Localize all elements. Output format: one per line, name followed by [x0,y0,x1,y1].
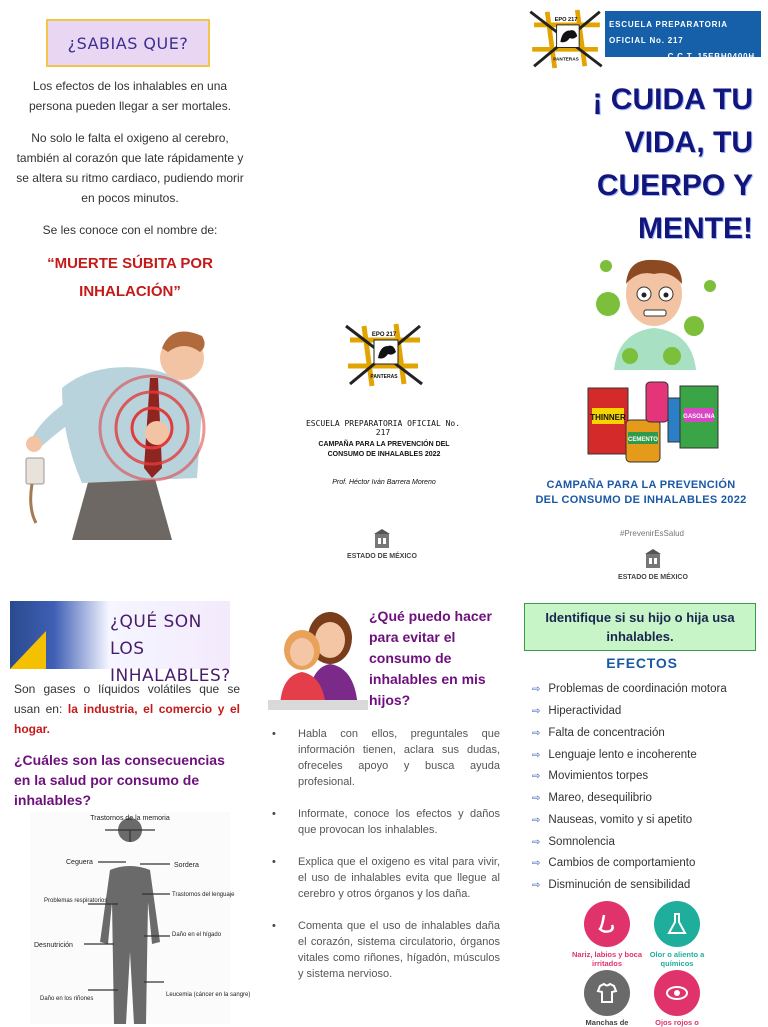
cover-estado-label: ESTADO DE MÉXICO [347,553,417,560]
label-respiratorios: Problemas respiratorios [44,898,108,904]
arrow-right-icon: ⇨ [532,706,541,717]
arrow-right-icon: ⇨ [532,793,541,804]
body-effects-diagram [30,812,251,1024]
banner-decoration-shape [10,601,100,669]
list-item: • Comenta que el uso de inhalables daña el corazón, sistema circulatorio, órganos vitales como riñones, hígadón, músculos y sistema nervioso. [272,920,500,980]
list-item: • Explica que el oxigeno es vital para vivir, el uso de inhalables evita que llegue al cerebro y otros órganos y los daña. [272,856,500,900]
que-son-title: ¿QUÉ SON LOS INHALABLES? [110,612,231,686]
estado-mexico-emblem-icon-right [643,548,663,570]
escuela-banner [605,11,761,61]
logo-epo-text-middle: EPO 217 [371,332,397,338]
mother-daughter-illustration [268,602,368,710]
list-item: ⇨ Problemas de coordinación motora [532,683,727,695]
list-item: • Informate, conoce los efectos y daños que provocan los inhalables. [272,808,500,836]
arrow-right-icon: ⇨ [532,750,541,761]
logo-panteras-text-top: PANTERAS [553,56,579,62]
red-eye-icon [654,970,700,1016]
list-item: ⇨ Cambios de comportamiento [532,857,696,869]
estado-mexico-emblem-icon [372,528,392,550]
arrow-right-icon: ⇨ [532,728,541,739]
efectos-heading: EFECTOS [606,655,678,671]
arrow-right-icon: ⇨ [532,837,541,848]
padres-question: ¿Qué puedo hacer para evitar el consumo de inhalables en mis hijos? [369,608,492,708]
effect-caption-ojos: Ojos rojos o [655,1018,699,1027]
list-item: ⇨ Mareo, desequilibrio [532,792,652,804]
sabias-que-title: ¿SABIAS QUE? [46,19,210,67]
school-logo-top [528,8,604,70]
definition-text: Son gases o líquidos volátiles que se usan en: [14,682,240,716]
cover-campana: CAMPAÑA PARA LA PREVENCIÓN DEL CONSUMO DE INHALABLES 2022 [318,441,450,458]
effect-caption-olor: Olor o aliento a químicos [649,950,705,968]
sabias-paragraph-3: Se les conoce con el nombre de: [42,223,218,237]
list-item: ⇨ Hiperactividad [532,705,622,717]
identifique-callout: Identifique si su hijo o hija usa inhalables. [524,603,756,651]
label-memoria: Trastornos de la memoria [90,815,170,822]
cover-main-title: ¡ CUIDA TU VIDA, TU CUERPO Y MENTE! [592,83,753,245]
school-logo-middle [344,322,424,388]
can-cemento-label: CEMENTO [628,437,658,443]
label-sordera: Sordera [174,862,199,869]
effect-caption-manchas: Manchas de [585,1018,629,1027]
padres-tips-list [272,726,500,998]
label-higado: Daño en el hígado [172,932,222,938]
arrow-right-icon: ⇨ [532,858,541,869]
arrow-right-icon: ⇨ [532,771,541,782]
list-item: ⇨ Falta de concentración [532,727,665,739]
sabias-paragraph-2: No solo le falta el oxigeno al cerebro, también al corazón que late rápidamente y se altera su ritmo cardiaco, pudiendo morir en pocos minutos. [16,131,244,205]
que-son-definition [14,679,240,739]
escuela-banner-cct: C.C.T. 15EBH0400H [667,52,755,61]
list-item: ⇨ Movimientos torpes [532,770,649,782]
solvent-cans-illustration [584,374,724,468]
nose-icon [584,901,630,947]
list-item: ⇨ Somnolencia [532,836,615,848]
label-ceguera: Ceguera [66,859,93,866]
label-leucemia: Leucemia (cáncer en la sangre) [166,992,251,998]
arrow-right-icon: ⇨ [532,880,541,891]
list-item: ⇨ Nauseas, vomito y si apetito [532,814,693,826]
logo-epo-text-top: EPO 217 [554,17,578,24]
escuela-banner-line1: ESCUELA PREPARATORIA OFICIAL No. 217 [609,20,728,45]
arrow-right-icon: ⇨ [532,684,541,695]
label-rinones: Daño en los riñones [40,996,94,1002]
cover-campaign-title: CAMPAÑA PARA LA PREVENCIÓN DEL CONSUMO DE INHALABLES 2022 [535,479,747,506]
effect-caption-nariz: Nariz, labios y boca irritados [571,950,643,968]
list-item: • Habla con ellos, preguntales que información tienen, aclara sus dudas, ofreceles apoyo y busca ayuda profesional. [272,728,500,788]
flask-icon [654,901,700,947]
label-lenguaje: Trastornos del lenguaje [172,892,235,898]
sabias-paragraph-1: Los efectos de los inhalables en una persona pueden llegar a ser mortales. [28,79,232,113]
definition-highlight: la industria, el comercio y el hogar. [14,702,241,736]
can-gasolina-label: GASOLINA [683,414,715,420]
shirt-stain-icon [584,970,630,1016]
sick-boy-illustration [584,252,724,370]
logo-panteras-text-middle: PANTERAS [370,374,398,380]
list-item: ⇨ Disminución de sensibilidad [532,879,691,891]
arrow-right-icon: ⇨ [532,815,541,826]
hashtag-label: #PrevenirEsSalud [619,529,685,538]
can-thinner-label: THINNER [590,413,626,422]
front-estado-label: ESTADO DE MÉXICO [618,574,688,581]
list-item: ⇨ Lenguaje lento e incoherente [532,749,697,761]
label-desnutricion: Desnutrición [34,942,73,949]
muerte-subita-heading: “MUERTE SÚBITA POR INHALACIÓN” [47,255,213,300]
heart-attack-illustration [22,318,222,540]
cover-professor: Prof. Héctor Iván Barrera Moreno [332,479,436,486]
consecuencias-heading: ¿Cuáles son las consecuencias en la salud por consumo de inhalables? [14,752,225,808]
cover-escuela: ESCUELA PREPARATORIA OFICIAL No. 217 [305,419,461,437]
